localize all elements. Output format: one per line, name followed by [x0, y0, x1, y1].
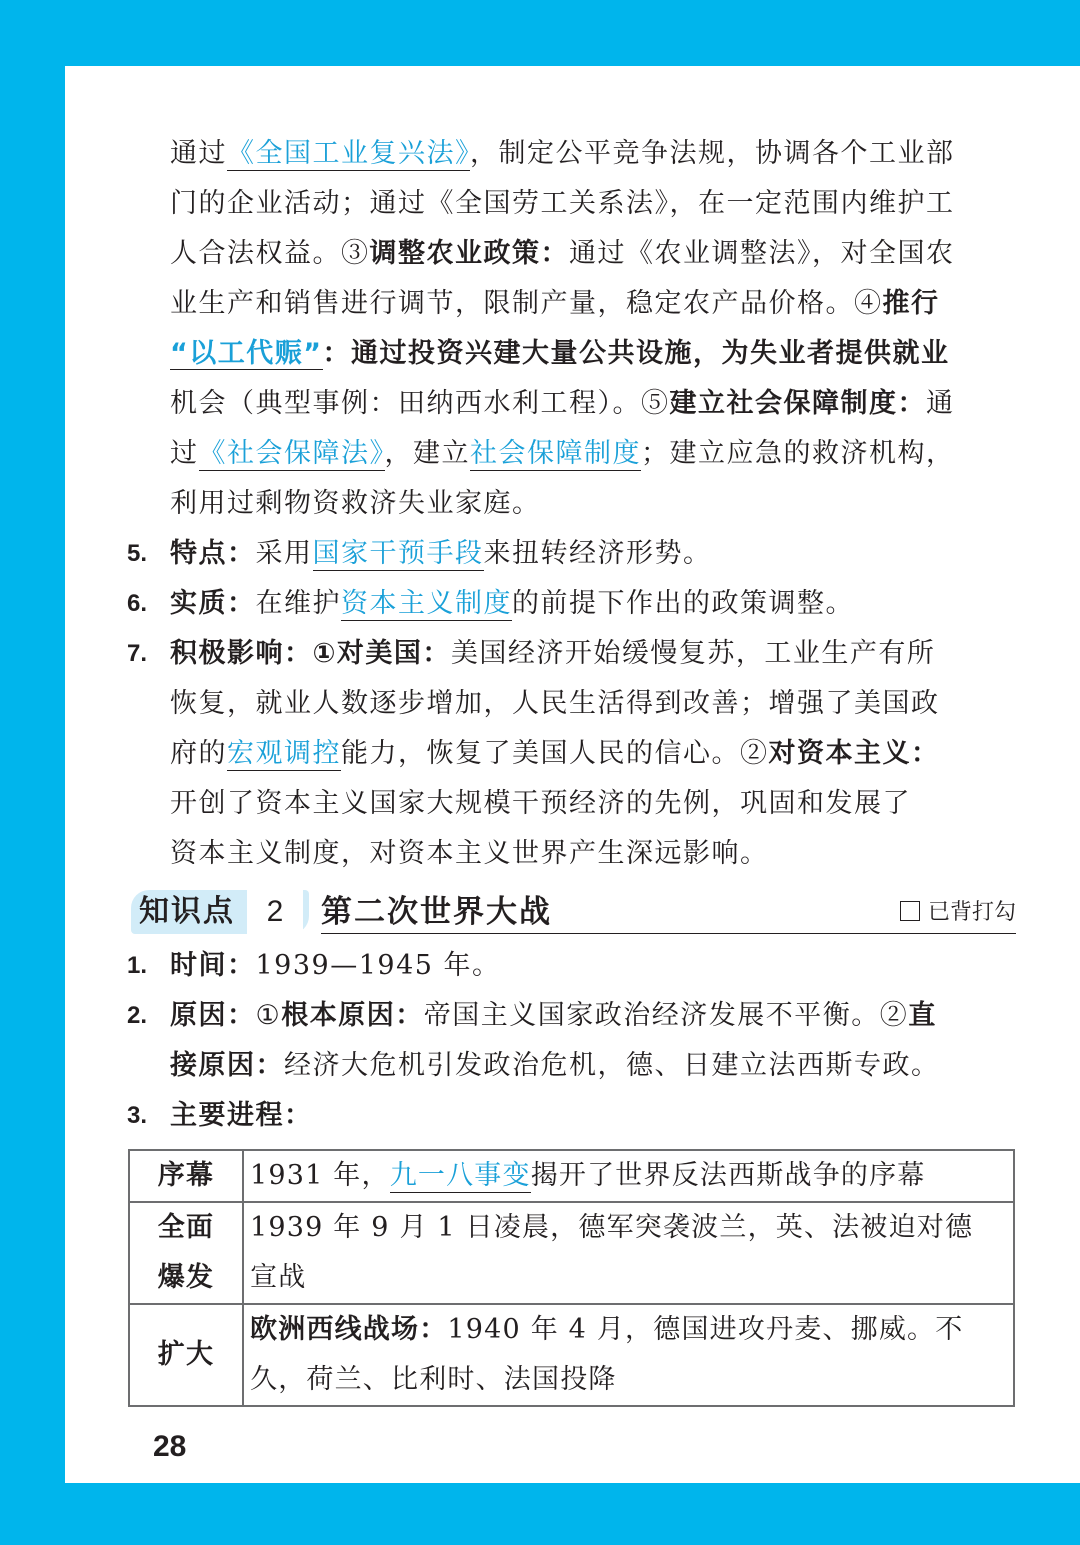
highlight-term: 九一八事变 [389, 1160, 531, 1191]
item-7-line-3: 府的宏观调控能力，恢复了美国人民的信心。②对资本主义： [170, 738, 940, 769]
bold-term: 建立社会保障制度： [669, 388, 926, 419]
item-5: 特点：采用国家干预手段来扭转经济形势。 [170, 538, 712, 569]
item-number: 2. [127, 1002, 148, 1029]
item-7-line-1: 积极影响：①对美国：美国经济开始缓慢复苏，工业生产有所 [170, 638, 936, 669]
item-7-line-2: 恢复，就业人数逐步增加，人民生活得到改善；增强了美国政 [170, 688, 940, 719]
k-item-2-line-2: 接原因：经济大危机引发政治危机，德、日建立法西斯专政。 [170, 1050, 940, 1081]
table-row [129, 1150, 1014, 1202]
paragraph-line-5: “以工代赈”：通过投资兴建大量公共设施，为失业者提供就业 [170, 338, 950, 369]
row-header: 扩大 [129, 1304, 243, 1406]
k-item-2-line-1: 原因：①根本原因：帝国主义国家政治经济发展不平衡。②直 [170, 1000, 937, 1031]
war-progress-table [128, 1149, 1015, 1407]
knowledge-point-header [131, 890, 1016, 934]
row-content: 1939 年 9 月 1 日凌晨，德军突袭波兰，英、法被迫对德 宣战 [243, 1202, 1014, 1304]
item-number: 7. [127, 640, 148, 667]
paragraph-line-6: 机会（典型事例：田纳西水利工程）。⑤建立社会保障制度：通 [170, 388, 955, 419]
page-number: 28 [153, 1430, 187, 1463]
bold-term: 推行 [882, 288, 940, 319]
highlight-term: 国家干预手段 [312, 538, 484, 569]
item-6: 实质：在维护资本主义制度的前提下作出的政策调整。 [170, 588, 854, 619]
item-number: 5. [127, 540, 148, 567]
knowledge-point-number: 2 [247, 890, 303, 934]
highlight-term: 宏观调控 [227, 738, 341, 769]
paragraph-line-1: 通过《全国工业复兴法》，制定公平竞争法规，协调各个工业部 [170, 138, 955, 169]
row-content: 1931 年，九一八事变揭开了世界反法西斯战争的序幕 [243, 1150, 1014, 1202]
item-7-line-5: 资本主义制度，对资本主义世界产生深远影响。 [170, 838, 769, 869]
bold-term: 调整农业政策： [369, 238, 569, 269]
page [65, 66, 1080, 1483]
item-number: 1. [127, 952, 148, 979]
highlight-term: 《社会保障法》 [198, 438, 385, 469]
paragraph-line-2: 门的企业活动；通过《全国劳工关系法》，在一定范围内维护工 [170, 188, 955, 219]
table-row [129, 1202, 1014, 1304]
row-content: 欧洲西线战场：1940 年 4 月，德国进攻丹麦、挪威。不 久，荷兰、比利时、法国投降 [243, 1304, 1014, 1406]
paragraph-line-8: 利用过剩物资救济失业家庭。 [170, 488, 541, 519]
memorized-checkbox[interactable]: 已背打勾 [900, 900, 1016, 926]
highlight-term: “以工代赈” [170, 338, 323, 369]
title-underline [321, 933, 1016, 934]
highlight-term: 资本主义制度 [341, 588, 512, 619]
highlight-term: 《全国工业复兴法》 [227, 138, 470, 169]
row-header: 序幕 [129, 1150, 243, 1202]
knowledge-point-badge: 知识点 2 [131, 890, 309, 934]
paragraph-line-3: 人合法权益。③调整农业政策：通过《农业调整法》，对全国农 [170, 238, 955, 269]
checkbox-icon[interactable] [900, 901, 920, 921]
highlight-term: 社会保障制度 [470, 438, 641, 469]
item-number: 3. [127, 1102, 148, 1129]
paragraph-line-4: 业生产和销售进行调节，限制产量，稳定农产品价格。④推行 [170, 288, 940, 319]
item-7-line-4: 开创了资本主义国家大规模干预经济的先例，巩固和发展了 [170, 788, 911, 819]
row-header: 全面 爆发 [129, 1202, 243, 1304]
k-item-3: 主要进程： [170, 1100, 313, 1131]
section-title: 第二次世界大战 [321, 894, 552, 930]
paragraph-line-7: 过《社会保障法》，建立社会保障制度；建立应急的救济机构， [170, 438, 955, 469]
item-number: 6. [127, 590, 148, 617]
table-row [129, 1304, 1014, 1406]
k-item-1: 时间：1939—1945 年。 [170, 950, 501, 981]
